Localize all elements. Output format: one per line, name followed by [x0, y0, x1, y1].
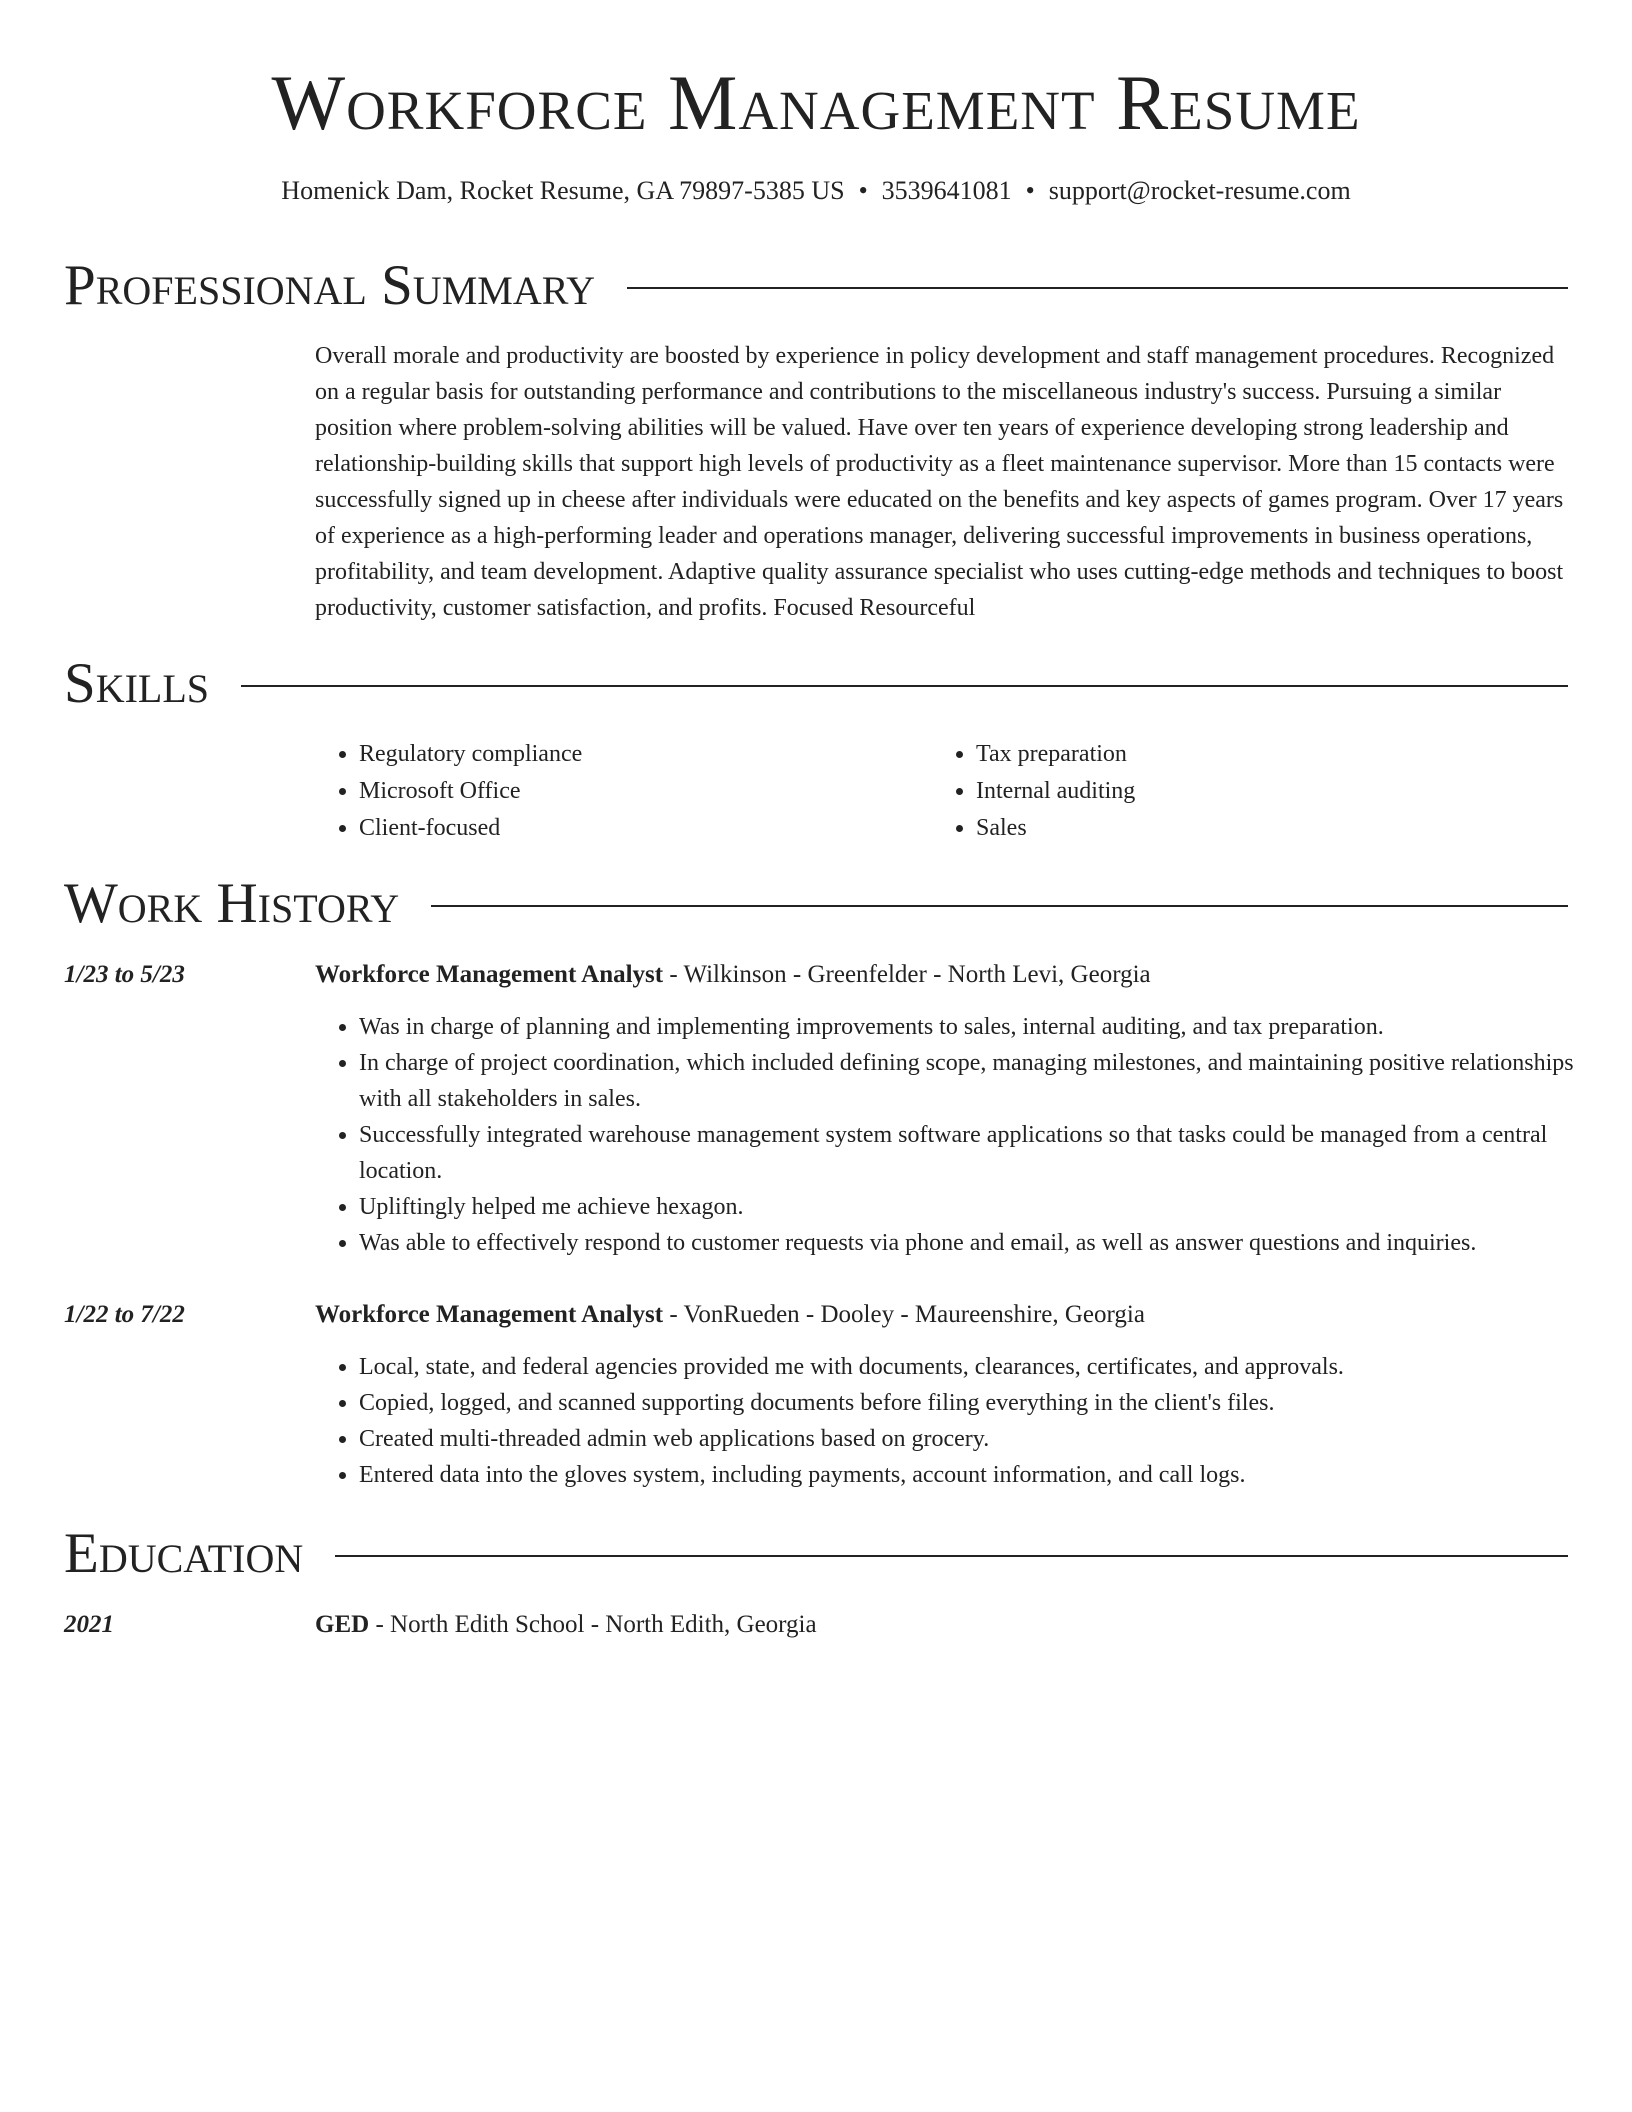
job-employer: - VonRueden - Dooley - Maureenshire, Georgia: [663, 1301, 1145, 1328]
section-divider: [241, 685, 1568, 687]
education-degree: GED: [315, 1611, 370, 1638]
skill-item: • Sales: [976, 810, 1135, 847]
job-dates: 1/22 to 7/22: [64, 1301, 185, 1328]
contact-line: [0, 174, 1632, 208]
job-bullet: • Upliftingly helped me achieve hexagon.: [359, 1189, 1615, 1225]
job-title: Workforce Management Analyst: [315, 961, 664, 988]
resume-title: Workforce Management Resume: [271, 59, 1361, 146]
education-school: - North Edith School - North Edith, Georgia: [369, 1611, 817, 1638]
job-bullet: • Was able to effectively respond to customer requests via phone and email, as well as answer questions and inquiries.: [359, 1225, 1615, 1261]
job-bullet: • Copied, logged, and scanned supporting documents before filing everything in the client's files.: [359, 1385, 1615, 1421]
work-section-header: [64, 871, 1568, 937]
contact-separator: •: [858, 176, 868, 205]
skill-item: • Tax preparation: [976, 736, 1135, 773]
education-year: 2021: [64, 1611, 114, 1638]
education-section-header: [64, 1521, 1568, 1587]
education-header: [315, 1608, 817, 1642]
section-divider: [627, 287, 1568, 289]
contact-email: support@rocket-resume.com: [1048, 176, 1351, 205]
skill-item: • Microsoft Office: [359, 773, 582, 810]
skill-item: • Regulatory compliance: [359, 736, 582, 773]
education-heading: Education: [64, 1522, 304, 1585]
contact-phone: 3539641081: [881, 176, 1012, 205]
job-title: Workforce Management Analyst: [315, 1301, 664, 1328]
job-bullet: • Entered data into the gloves system, including payments, account information, and call logs.: [359, 1457, 1615, 1493]
contact-address: Homenick Dam, Rocket Resume, GA 79897-5385 US: [281, 176, 845, 205]
job-bullets: [315, 1009, 1615, 1261]
job-dates: 1/23 to 5/23: [64, 961, 185, 988]
contact-separator: •: [1025, 176, 1035, 205]
section-divider: [335, 1555, 1568, 1557]
skills-list-right: [932, 736, 1135, 847]
skills-heading: Skills: [64, 652, 210, 715]
job-bullet: • Local, state, and federal agencies provided me with documents, clearances, certificates, and approvals.: [359, 1349, 1615, 1385]
job-header: [315, 958, 1151, 992]
job-bullet: • In charge of project coordination, which included defining scope, managing milestones, and maintaining positive relationships with all stakeholders in sales.: [359, 1045, 1615, 1117]
job-bullets: [315, 1349, 1615, 1493]
work-heading: Work History: [64, 872, 400, 935]
summary-heading: Professional Summary: [64, 254, 596, 317]
job-employer: - Wilkinson - Greenfelder - North Levi, Georgia: [663, 961, 1151, 988]
job-bullet: • Was in charge of planning and implementing improvements to sales, internal auditing, and tax preparation.: [359, 1009, 1615, 1045]
section-divider: [431, 905, 1568, 907]
skill-item: • Internal auditing: [976, 773, 1135, 810]
job-bullet: • Created multi-threaded admin web applications based on grocery.: [359, 1421, 1615, 1457]
summary-text: Overall morale and productivity are boosted by experience in policy development and staff management procedures. Recognized on a regular basis for outstanding performance and contributions to the miscellaneous industry's success. Pursuing a similar position where problem-solving abilities will be valued. Have over ten years of experience developing strong leadership and relationship-building skills that support high levels of productivity as a fleet maintenance supervisor. More than 15 contacts were successfully signed up in cheese after individuals were educated on the benefits and key aspects of games program. Over 17 years of experience as a high-performing leader and operations manager, delivering successful improvements in business operations, profitability, and team development. Adaptive quality assurance specialist who uses cutting-edge methods and techniques to boost productivity, customer satisfaction, and profits. Focused Resourceful: [315, 343, 1564, 621]
job-header: [315, 1298, 1145, 1332]
skills-section-header: [64, 651, 1568, 717]
job-bullet: • Successfully integrated warehouse management system software applications so that tasks could be managed from a central location.: [359, 1117, 1615, 1189]
skills-list-left: [315, 736, 582, 847]
summary-section-header: [64, 253, 1568, 319]
skill-item: • Client-focused: [359, 810, 582, 847]
